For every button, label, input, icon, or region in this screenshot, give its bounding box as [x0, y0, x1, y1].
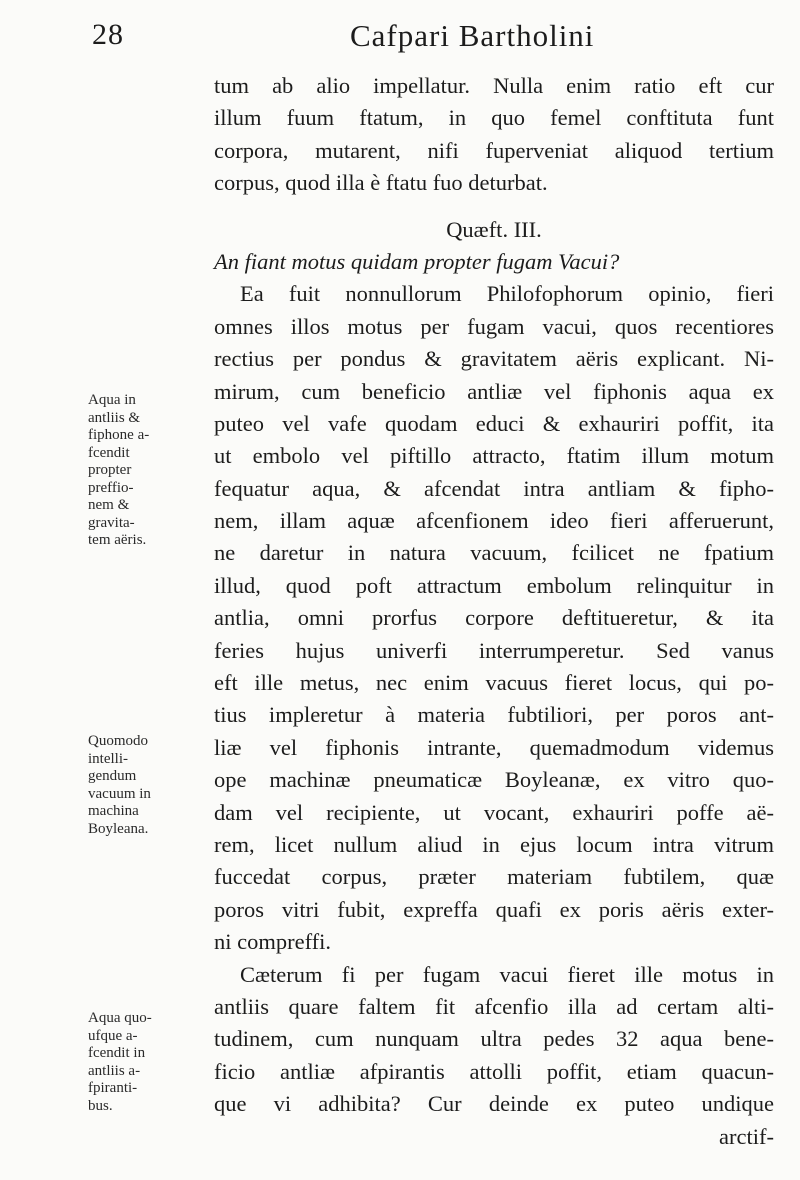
margin-note-line: Aqua quo- — [88, 1010, 152, 1026]
text-line: fequatur aqua, & afcendat intra antliam & fipho- — [214, 475, 774, 501]
margin-note-line: antliis & — [88, 409, 141, 426]
margin-note-line: vacuum in — [88, 785, 151, 802]
text-line: ne daretur in natura vacuum, fcilicet ne fpatium — [214, 540, 774, 566]
margin-note-line: Aqua in — [88, 392, 136, 408]
margin-note-line: antliis a- — [88, 1062, 141, 1079]
text-line: fuccedat corpus, præter materiam fubtilem, quæ — [214, 864, 774, 890]
page-number: 28 — [92, 18, 124, 51]
text-line: ni compreffi. — [214, 929, 332, 955]
margin-note-line: fpiranti- — [88, 1080, 138, 1096]
text-line: tum ab alio impellatur. Nulla enim ratio eft cur — [214, 73, 774, 98]
text-line: que vi adhibita? Cur deinde ex puteo undique — [214, 1091, 774, 1117]
text-line: omnes illos motus per fugam vacui, quos recentiores — [214, 313, 774, 339]
margin-note-line: gendum — [88, 768, 137, 784]
margin-note-line: gravita- — [88, 514, 135, 531]
text-line: corpora, mutarent, nifi fuperveniat aliquod tertium — [214, 137, 774, 163]
margin-note-line: fcendit in — [88, 1045, 146, 1061]
text-line: illum fuum ftatum, in quo femel conftituta funt — [214, 105, 774, 131]
section-heading: Quæft. III. — [446, 216, 542, 242]
text-line: corpus, quod illa è ftatu fuo deturbat. — [214, 170, 548, 196]
page-header — [0, 18, 800, 58]
text-line: Ea fuit nonnullorum Philofophorum opinio, fieri — [240, 281, 774, 307]
text-line: ut embolo vel piftillo attracto, ftatim illum motum — [214, 443, 774, 469]
text-line: dam vel recipiente, ut vocant, exhauriri poffe aë- — [214, 799, 774, 825]
text-line: rectius per pondus & gravitatem aëris explicant. Ni- — [214, 346, 774, 372]
text-line: antlia, omni prorfus corpore deftitueretur, & ita — [214, 605, 774, 631]
text-line: liæ vel fiphonis intrante, quemadmodum videmus — [214, 734, 774, 760]
running-head: Cafpari Bartholini — [350, 18, 595, 53]
question-heading: An fiant motus quidam propter fugam Vacui? — [214, 248, 620, 274]
margin-note-aqua-quousque — [88, 1010, 208, 1115]
margin-note-line: fcendit — [88, 444, 130, 461]
margin-note-line: Quomodo — [88, 733, 148, 749]
text-line: tudinem, cum nunquam ultra pedes 32 aqua bene- — [214, 1026, 774, 1052]
text-line: nem, illam aquæ afcenfionem ideo fieri afferuerunt, — [214, 508, 774, 534]
text-line: Cæterum fi per fugam vacui fieret ille motus in — [240, 961, 774, 987]
margin-note-line: Boyleana. — [88, 820, 149, 837]
text-line: ope machinæ pneumaticæ Boyleanæ, ex vitro quo- — [214, 767, 774, 793]
margin-note-line: tem aëris. — [88, 532, 147, 548]
text-line: rem, licet nullum aliud in ejus locum intra vitrum — [214, 831, 774, 857]
text-line: mirum, cum beneficio antliæ vel fiphonis aqua ex — [214, 378, 774, 404]
text-line: illud, quod poft attractum embolum relinquitur in — [214, 572, 774, 598]
main-text — [214, 70, 774, 1153]
text-line: puteo vel vafe quodam educi & exhauriri poffit, ita — [214, 410, 774, 436]
text-line: tius impleretur à materia fubtiliori, per poros ant- — [214, 702, 774, 728]
margin-note-line: fiphone a- — [88, 427, 150, 443]
text-line: feries hujus univerfi interrumperetur. Sed vanus — [214, 637, 774, 663]
margin-note-line: machina — [88, 803, 139, 819]
text-line: ficio antliæ afpirantis attolli poffit, etiam quacun- — [214, 1058, 774, 1084]
margin-note-vacuum — [88, 733, 208, 838]
margin-note-line: nem & — [88, 497, 130, 513]
text-line: antliis quare faltem fit afcenfio illa ad certam alti- — [214, 993, 774, 1019]
margin-note-line: intelli- — [88, 750, 128, 767]
margin-note-line: preffio- — [88, 479, 134, 496]
catchword: arctif- — [719, 1123, 774, 1149]
margin-note-aqua-ascendit — [88, 392, 208, 550]
text-line: poros vitri fubit, expreffa quafi ex poris aëris exter- — [214, 896, 774, 922]
margin-note-line: propter — [88, 462, 132, 478]
margin-note-line: ufque a- — [88, 1027, 138, 1044]
margin-note-line: bus. — [88, 1097, 113, 1114]
text-line: eft ille metus, nec enim vacuus fieret locus, qui po- — [214, 670, 774, 696]
